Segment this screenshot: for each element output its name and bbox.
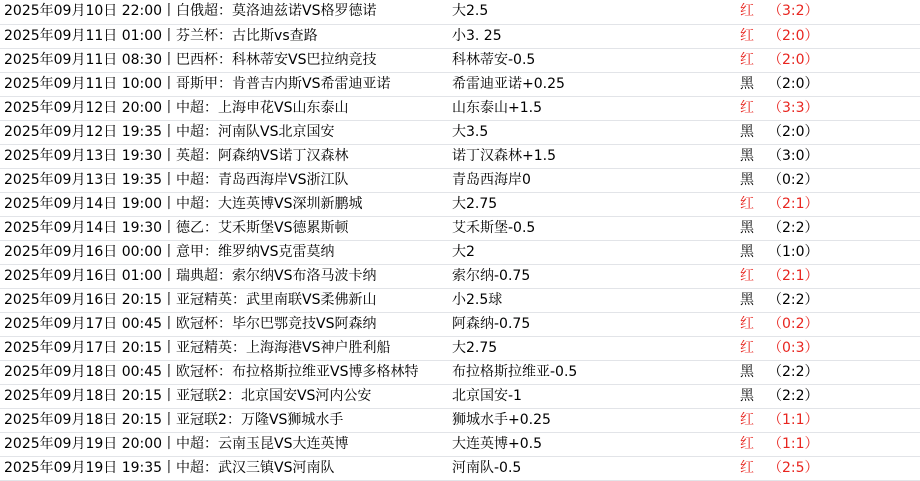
result-score: （2:0） — [768, 123, 819, 140]
match-cell — [0, 144, 448, 168]
pick-cell — [448, 168, 736, 192]
result-score: （0:2） — [768, 315, 819, 332]
match-text: 2025年09月19日 20:00丨中超：云南玉昆VS大连英博 — [4, 435, 349, 452]
match-cell — [0, 96, 448, 120]
result-cell — [736, 120, 920, 144]
table-row — [0, 384, 920, 408]
pick-text: 科林蒂安-0.5 — [452, 51, 536, 68]
pick-cell — [448, 360, 736, 384]
result-cell — [736, 384, 920, 408]
pick-cell — [448, 216, 736, 240]
match-cell — [0, 384, 448, 408]
match-text: 2025年09月13日 19:30丨英超：阿森纳VS诺丁汉森林 — [4, 147, 349, 164]
pick-cell — [448, 48, 736, 72]
pick-text: 大2.75 — [452, 195, 498, 212]
pick-text: 大连英博+0.5 — [452, 435, 542, 452]
pick-cell — [448, 96, 736, 120]
result-score: （2:2） — [768, 363, 819, 380]
table-row — [0, 120, 920, 144]
result-status-badge: 红 — [740, 99, 754, 116]
table-row — [0, 408, 920, 432]
result-score: （2:2） — [768, 387, 819, 404]
pick-text: 北京国安-1 — [452, 387, 522, 404]
result-cell — [736, 288, 920, 312]
pick-cell — [448, 288, 736, 312]
result-score: （2:2） — [768, 219, 819, 236]
pick-cell — [448, 24, 736, 48]
match-cell — [0, 432, 448, 456]
pick-text: 索尔纳-0.75 — [452, 267, 531, 284]
result-score: （2:0） — [768, 75, 819, 92]
table-row — [0, 240, 920, 264]
result-cell — [736, 96, 920, 120]
pick-cell — [448, 432, 736, 456]
match-text: 2025年09月13日 19:35丨中超：青岛西海岸VS浙江队 — [4, 171, 349, 188]
pick-cell — [448, 384, 736, 408]
result-cell — [736, 432, 920, 456]
result-score: （1:1） — [768, 435, 819, 452]
match-text: 2025年09月16日 00:00丨意甲：维罗纳VS克雷莫纳 — [4, 243, 335, 260]
match-text: 2025年09月19日 19:35丨中超：武汉三镇VS河南队 — [4, 459, 335, 476]
pick-text: 阿森纳-0.75 — [452, 315, 531, 332]
match-cell — [0, 336, 448, 360]
result-cell — [736, 264, 920, 288]
match-text: 2025年09月12日 19:35丨中超：河南队VS北京国安 — [4, 123, 335, 140]
result-cell — [736, 0, 920, 24]
pick-text: 小3. 25 — [452, 27, 502, 44]
result-score: （0:3） — [768, 339, 819, 356]
pick-cell — [448, 312, 736, 336]
pick-text: 大2.5 — [452, 3, 489, 20]
table-row — [0, 336, 920, 360]
pick-cell — [448, 144, 736, 168]
pick-text: 布拉格斯拉维亚-0.5 — [452, 363, 578, 380]
pick-text: 河南队-0.5 — [452, 459, 522, 476]
pick-text: 大3.5 — [452, 123, 489, 140]
pick-cell — [448, 264, 736, 288]
match-text: 2025年09月18日 00:45丨欧冠杯：布拉格斯拉维亚VS博多格林特 — [4, 363, 419, 380]
match-text: 2025年09月12日 20:00丨中超：上海申花VS山东泰山 — [4, 99, 349, 116]
result-score: （1:0） — [768, 243, 819, 260]
match-text: 2025年09月10日 22:00丨白俄超：莫洛迪兹诺VS格罗德诺 — [4, 3, 377, 20]
pick-text: 诺丁汉森林+1.5 — [452, 147, 556, 164]
table-row — [0, 72, 920, 96]
match-cell — [0, 264, 448, 288]
match-text: 2025年09月14日 19:30丨德乙：艾禾斯堡VS德累斯顿 — [4, 219, 349, 236]
result-cell — [736, 192, 920, 216]
table-row — [0, 96, 920, 120]
match-cell — [0, 48, 448, 72]
result-score: （2:0） — [768, 51, 819, 68]
result-score: （3:3） — [768, 99, 819, 116]
result-score: （2:0） — [768, 27, 819, 44]
pick-cell — [448, 408, 736, 432]
result-cell — [736, 144, 920, 168]
match-cell — [0, 192, 448, 216]
result-status-badge: 黑 — [740, 147, 754, 164]
pick-text: 狮城水手+0.25 — [452, 411, 551, 428]
pick-text: 青岛西海岸0 — [452, 171, 531, 188]
table-row — [0, 48, 920, 72]
pick-text: 大2 — [452, 243, 475, 260]
match-cell — [0, 0, 448, 24]
pick-cell — [448, 0, 736, 24]
table-row — [0, 192, 920, 216]
result-status-badge: 红 — [740, 435, 754, 452]
result-score: （2:2） — [768, 291, 819, 308]
result-cell — [736, 360, 920, 384]
result-score: （3:0） — [768, 147, 819, 164]
result-cell — [736, 24, 920, 48]
match-cell — [0, 168, 448, 192]
table-row — [0, 264, 920, 288]
match-text: 2025年09月18日 20:15丨亚冠联2：北京国安VS河内公安 — [4, 387, 372, 404]
result-status-badge: 黑 — [740, 171, 754, 188]
match-text: 2025年09月11日 10:00丨哥斯甲：肯普吉内斯VS希雷迪亚诺 — [4, 75, 391, 92]
result-status-badge: 红 — [740, 339, 754, 356]
pick-text: 小2.5球 — [452, 291, 503, 308]
table-row — [0, 288, 920, 312]
pick-text: 大2.75 — [452, 339, 498, 356]
pick-cell — [448, 192, 736, 216]
result-cell — [736, 48, 920, 72]
match-text: 2025年09月11日 08:30丨巴西杯：科林蒂安VS巴拉纳竞技 — [4, 51, 377, 68]
result-status-badge: 红 — [740, 267, 754, 284]
result-score: （2:1） — [768, 267, 819, 284]
match-text: 2025年09月17日 00:45丨欧冠杯：毕尔巴鄂竞技VS阿森纳 — [4, 315, 377, 332]
match-text: 2025年09月14日 19:00丨中超：大连英博VS深圳新鹏城 — [4, 195, 363, 212]
match-cell — [0, 240, 448, 264]
table-row — [0, 432, 920, 456]
match-cell — [0, 24, 448, 48]
match-text: 2025年09月17日 20:15丨亚冠精英：上海海港VS神户胜利船 — [4, 339, 391, 356]
result-score: （0:2） — [768, 171, 819, 188]
match-cell — [0, 360, 448, 384]
pick-text: 希雷迪亚诺+0.25 — [452, 75, 565, 92]
result-score: （1:1） — [768, 411, 819, 428]
result-cell — [736, 168, 920, 192]
match-cell — [0, 120, 448, 144]
pick-cell — [448, 240, 736, 264]
match-cell — [0, 312, 448, 336]
result-status-badge: 黑 — [740, 75, 754, 92]
result-status-badge: 红 — [740, 315, 754, 332]
result-cell — [736, 240, 920, 264]
table-row — [0, 168, 920, 192]
pick-cell — [448, 120, 736, 144]
pick-cell — [448, 72, 736, 96]
result-cell — [736, 312, 920, 336]
table-row — [0, 24, 920, 48]
result-status-badge: 黑 — [740, 219, 754, 236]
match-cell — [0, 456, 448, 480]
table-row — [0, 216, 920, 240]
table-row — [0, 312, 920, 336]
result-score: （2:1） — [768, 195, 819, 212]
result-status-badge: 黑 — [740, 291, 754, 308]
match-cell — [0, 216, 448, 240]
pick-text: 艾禾斯堡-0.5 — [452, 219, 536, 236]
result-status-badge: 黑 — [740, 363, 754, 380]
pick-cell — [448, 336, 736, 360]
result-status-badge: 红 — [740, 195, 754, 212]
match-text: 2025年09月16日 20:15丨亚冠精英：武里南联VS柔佛新山 — [4, 291, 377, 308]
result-status-badge: 红 — [740, 459, 754, 476]
match-cell — [0, 72, 448, 96]
result-status-badge: 红 — [740, 411, 754, 428]
match-text: 2025年09月11日 01:00丨芬兰杯：古比斯vs查路 — [4, 27, 318, 44]
match-text: 2025年09月18日 20:15丨亚冠联2：万隆VS狮城水手 — [4, 411, 344, 428]
result-status-badge: 黑 — [740, 243, 754, 260]
result-status-badge: 红 — [740, 3, 754, 20]
result-score: （3:2） — [768, 3, 819, 20]
result-score: （2:5） — [768, 459, 819, 476]
table-row — [0, 360, 920, 384]
result-cell — [736, 456, 920, 480]
result-cell — [736, 216, 920, 240]
result-status-badge: 黑 — [740, 387, 754, 404]
match-cell — [0, 288, 448, 312]
result-status-badge: 红 — [740, 27, 754, 44]
result-status-badge: 黑 — [740, 123, 754, 140]
match-text: 2025年09月16日 01:00丨瑞典超：索尔纳VS布洛马波卡纳 — [4, 267, 377, 284]
table-row — [0, 456, 920, 480]
pick-text: 山东泰山+1.5 — [452, 99, 542, 116]
result-cell — [736, 336, 920, 360]
pick-cell — [448, 456, 736, 480]
table-row — [0, 144, 920, 168]
result-cell — [736, 408, 920, 432]
result-status-badge: 红 — [740, 51, 754, 68]
match-cell — [0, 408, 448, 432]
table-row — [0, 0, 920, 24]
result-cell — [736, 72, 920, 96]
